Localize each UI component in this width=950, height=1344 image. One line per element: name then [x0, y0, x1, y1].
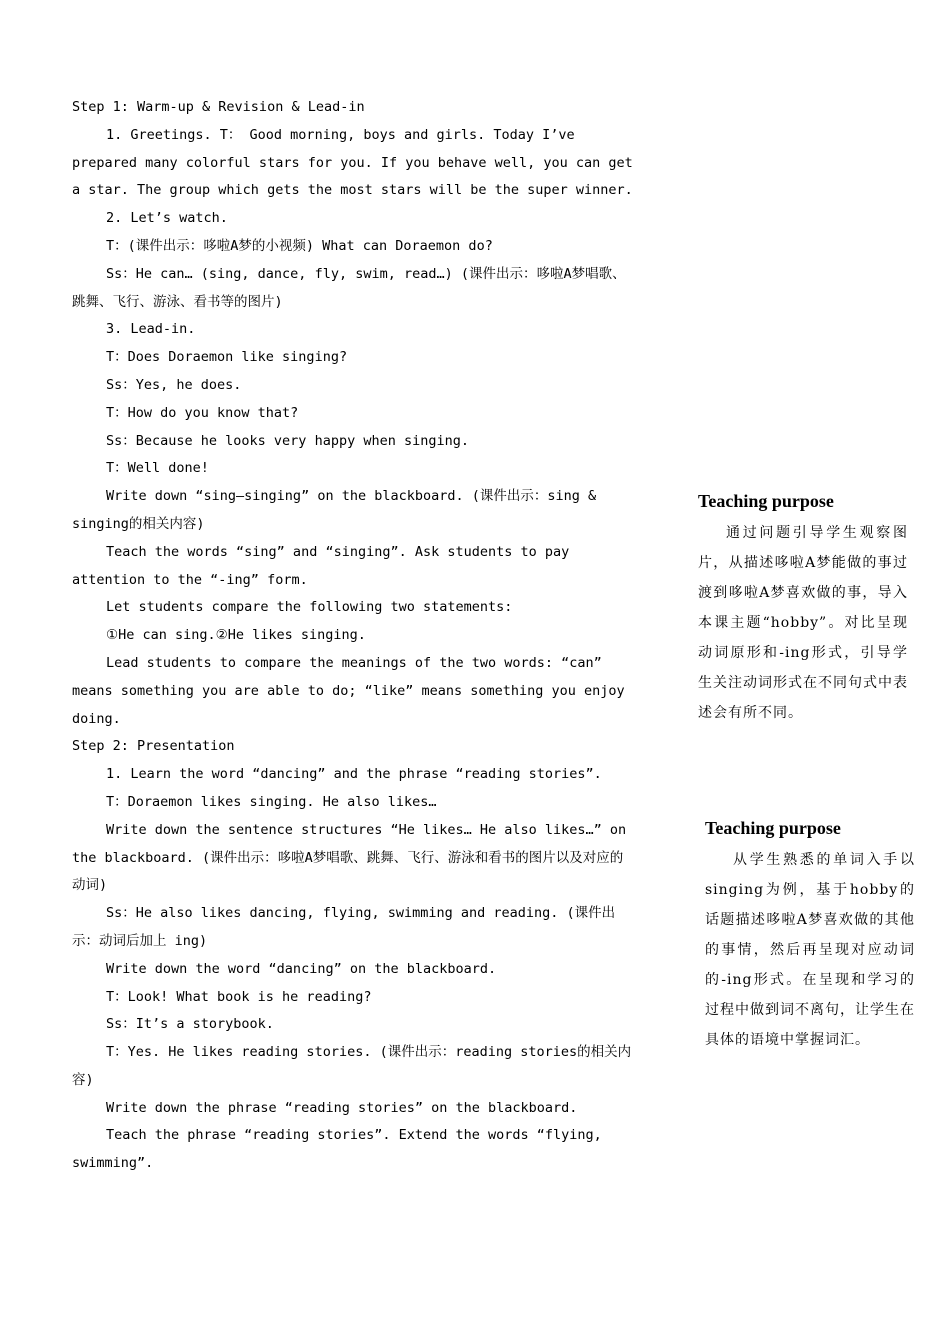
body-paragraph: 1. Learn the word “dancing” and the phrase “reading stories”. — [106, 766, 602, 783]
note-body: 通过问题引导学生观察图片，从描述哆啦A梦能做的事过渡到哆啦A梦喜欢做的事，导入本课主题“hobby”。对比呈现动词原形和-ing形式，引导学生关注动词形式在不同句式中表述会有所不同。 — [698, 525, 908, 721]
body-paragraph: T：Doraemon likes singing. He also likes… — [106, 793, 437, 810]
teaching-purpose-note-2 — [705, 815, 915, 1055]
body-paragraph: Write down the word “dancing” on the blackboard. — [106, 960, 497, 977]
note-body: 从学生熟悉的单词入手以singing为例，基于hobby的话题描述哆啦A梦喜欢做的其他的事情，然后再呈现对应动词的-ing形式。在呈现和学习的过程中做到词不离句，让学生在具体的语境中掌握词汇。 — [705, 852, 915, 1048]
body-paragraph: T：Look! What book is he reading? — [106, 988, 372, 1005]
lesson-plan-body — [72, 94, 634, 1178]
body-paragraph: 2. Let’s watch. — [106, 210, 228, 227]
body-paragraph: T：How do you know that? — [106, 404, 299, 421]
body-paragraph: Let students compare the following two statements: — [106, 599, 513, 616]
body-paragraph: Write down the phrase “reading stories” on the blackboard. — [106, 1099, 578, 1116]
body-paragraph: Ss：He also likes dancing, flying, swimming and reading. (课件出示：动词后加上 ing) — [72, 905, 616, 949]
body-paragraph: Ss：He can… (sing, dance, fly, swim, read…) (课件出示：哆啦A梦唱歌、跳舞、飞行、游泳、看书等的图片) — [72, 265, 626, 310]
body-paragraph: T：Does Doraemon like singing? — [106, 349, 348, 366]
body-paragraph: ①He can sing.②He likes singing. — [106, 627, 366, 644]
body-paragraph: Write down “sing—singing” on the blackboard. (课件出示：sing & singing的相关内容) — [72, 488, 597, 532]
body-paragraph: T：(课件出示：哆啦A梦的小视频) What can Doraemon do? — [106, 237, 493, 254]
body-paragraph: 1. Greetings. T： Good morning, boys and girls. Today I’ve prepared many colorful stars for you. If you behave well, you can get a star. The group which gets the most stars will be the super winner. — [72, 126, 633, 199]
body-paragraph: Lead students to compare the meanings of the two words: “can” means something you are able to do; “like” means something you enjoy doing. — [72, 654, 625, 727]
step-heading: Step 1: Warm-up & Revision & Lead-in — [72, 99, 365, 115]
body-paragraph: Write down the sentence structures “He likes… He also likes…” on the blackboard. (课件出示：哆啦A梦唱歌、跳舞、飞行、游泳和看书的图片以及对应的动词) — [72, 821, 627, 894]
body-paragraph: Ss：Because he looks very happy when singing. — [106, 432, 469, 449]
body-paragraph: 3. Lead-in. — [106, 321, 196, 338]
step-heading: Step 2: Presentation — [72, 738, 235, 755]
body-paragraph: Ss：Yes, he does. — [106, 376, 242, 393]
body-paragraph: Teach the words “sing” and “singing”. Ask students to pay attention to the “-ing” form. — [72, 543, 570, 588]
note-heading: Teaching purpose — [705, 818, 841, 838]
body-paragraph: Ss：It’s a storybook. — [106, 1016, 274, 1033]
teaching-purpose-note-1 — [698, 488, 908, 728]
body-paragraph: T：Well done! — [106, 460, 209, 477]
body-paragraph: Teach the phrase “reading stories”. Extend the words “flying, swimming”. — [72, 1127, 602, 1172]
body-paragraph: T：Yes. He likes reading stories. (课件出示：reading stories的相关内容) — [72, 1044, 632, 1088]
note-heading: Teaching purpose — [698, 491, 834, 511]
